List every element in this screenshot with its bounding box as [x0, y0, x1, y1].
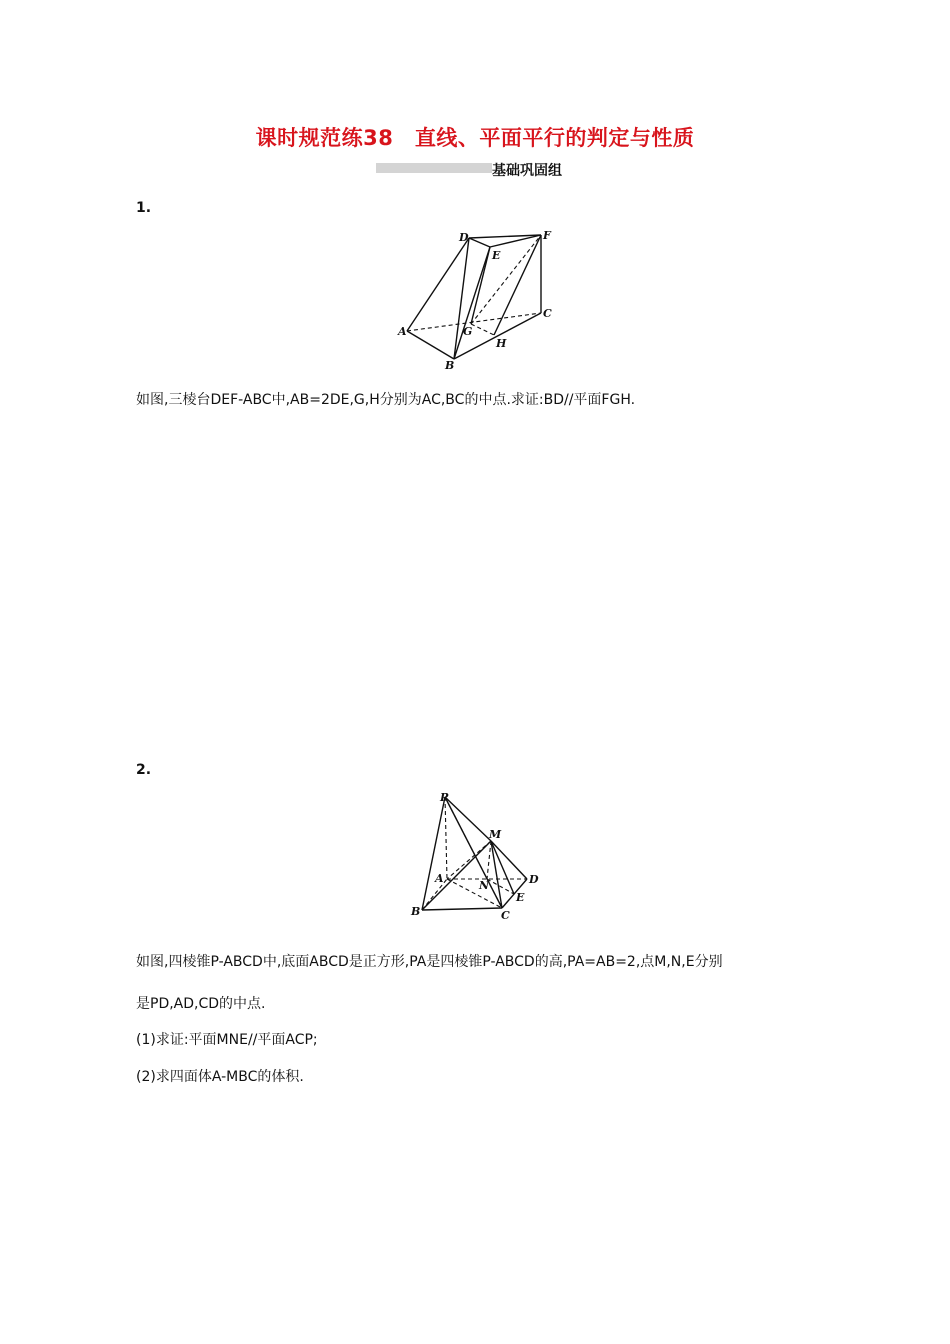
fig2-label-a: A	[435, 872, 444, 885]
fig2-label-e: E	[516, 891, 525, 904]
figure-2-pyramid	[405, 788, 555, 923]
fig1-label-b: B	[445, 359, 455, 372]
fig2-label-c: C	[501, 909, 510, 922]
fig1-label-a: A	[398, 325, 407, 338]
fig1-label-e: E	[492, 249, 501, 262]
fig1-label-g: G	[463, 325, 473, 338]
fig2-label-d: D	[529, 873, 539, 886]
figure-1-frustum	[395, 225, 560, 375]
section-label: 基础巩固组	[492, 163, 562, 179]
question-1-number: 1.	[136, 200, 152, 216]
question-2-number: 2.	[136, 762, 152, 778]
fig1-label-f: F	[543, 229, 551, 242]
fig2-label-p: P	[440, 791, 449, 804]
question-2-text-line-2: 是PD,AD,CD的中点.	[136, 996, 266, 1012]
fig2-label-m: M	[489, 828, 502, 841]
question-2-part-1: (1)求证:平面MNE//平面ACP;	[136, 1032, 318, 1048]
page-title: 课时规范练38 直线、平面平行的判定与性质	[255, 126, 695, 150]
fig1-label-c: C	[543, 307, 552, 320]
question-2-text-line-1: 如图,四棱锥P-ABCD中,底面ABCD是正方形,PA是四棱锥P-ABCD的高,PA=AB=2,点M,N,E分别	[136, 954, 723, 970]
fig2-label-n: N	[479, 879, 490, 892]
fig1-label-d: D	[459, 231, 469, 244]
question-1-text: 如图,三棱台DEF-ABC中,AB=2DE,G,H分别为AC,BC的中点.求证:BD//平面FGH.	[136, 392, 636, 408]
fig2-label-b: B	[411, 905, 421, 918]
fig1-label-h: H	[496, 337, 507, 350]
section-bar	[376, 163, 492, 173]
question-2-part-2: (2)求四面体A-MBC的体积.	[136, 1069, 304, 1085]
